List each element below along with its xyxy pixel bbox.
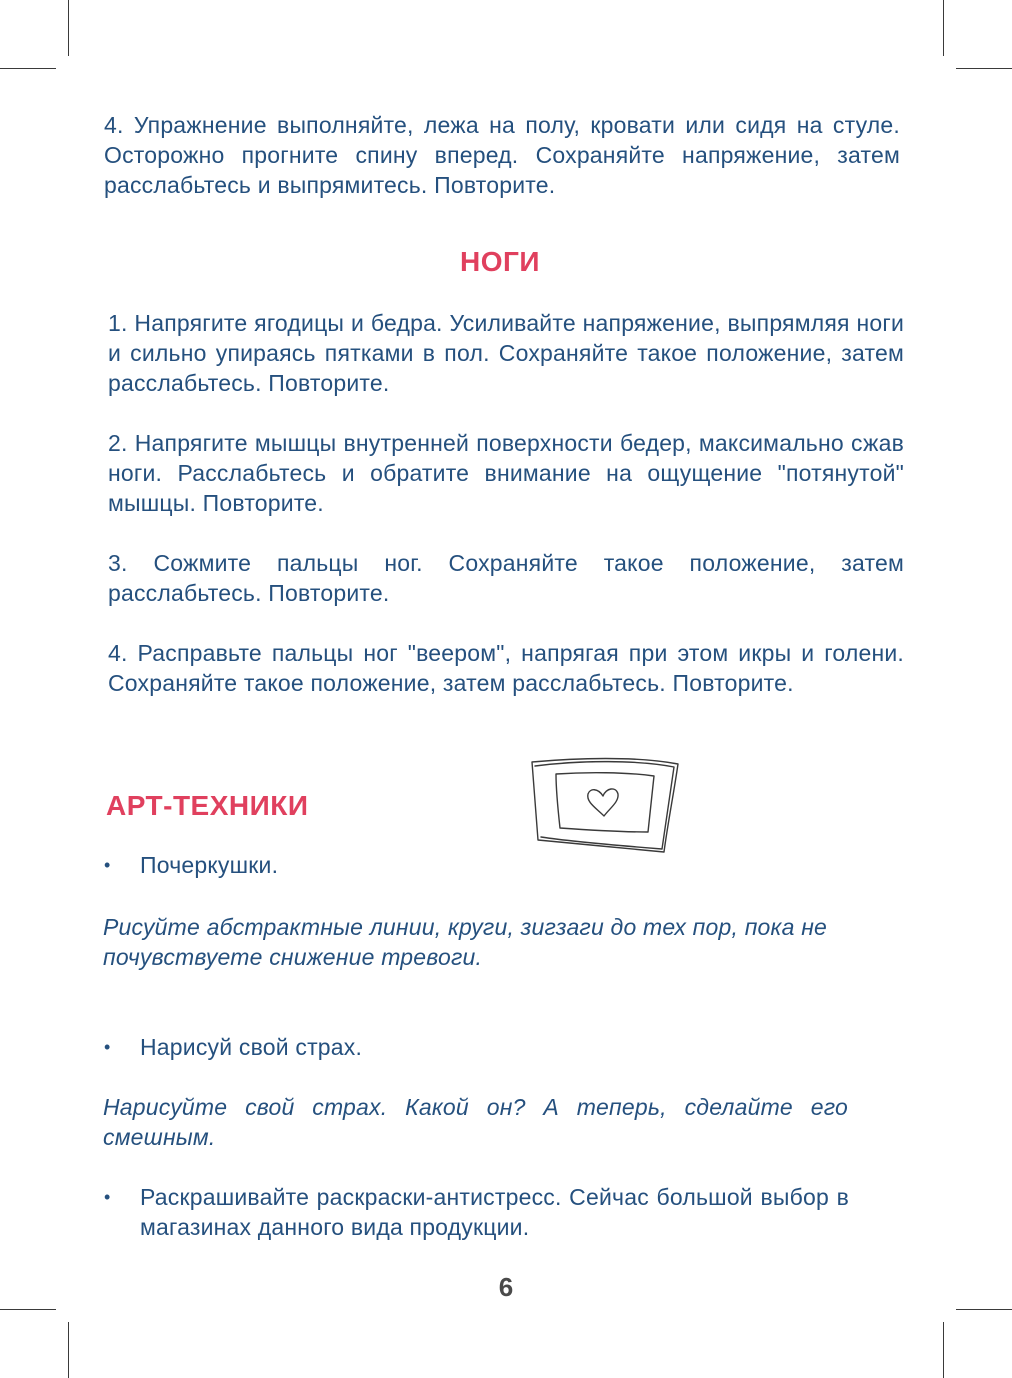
crop-mark-bottom-left-horizontal xyxy=(0,1309,56,1310)
art-technique-1 xyxy=(104,850,849,880)
crop-mark-bottom-left-vertical xyxy=(68,1322,69,1378)
art-heading: АРТ-ТЕХНИКИ xyxy=(106,790,309,821)
art-technique-3 xyxy=(104,1182,849,1242)
art-technique-3-title: Раскрашивайте раскраски-антистресс. Сейчас большой выбор в магазинах данного вида продукции. xyxy=(140,1184,849,1240)
crop-mark-bottom-right-vertical xyxy=(943,1322,944,1378)
art-technique-1-description: Рисуйте абстрактные линии, круги, зигзаги до тех пор, пока не почувствуете снижение тревоги. xyxy=(103,914,828,970)
legs-item-1: 1. Напрягите ягодицы и бедра. Усиливайте напряжение, выпрямляя ноги и сильно упираясь пятками в пол. Сохраняйте такое положение, затем расслабьтесь. Повторите. xyxy=(108,310,904,396)
bullet-dot-icon: • xyxy=(104,1037,111,1057)
crop-mark-top-left-vertical xyxy=(68,0,69,56)
bullet-dot-icon: • xyxy=(104,1187,111,1207)
legs-item-3: 3. Сожмите пальцы ног. Сохраняйте такое положение, затем расслабьтесь. Повторите. xyxy=(108,550,904,606)
art-technique-2-title: Нарисуй свой страх. xyxy=(140,1034,363,1060)
crop-mark-top-right-vertical xyxy=(943,0,944,56)
heart-frame-doodle-icon xyxy=(526,752,686,856)
legs-item-4: 4. Расправьте пальцы ног "веером", напрягая при этом икры и голени. Сохраняйте такое положение, затем расслабьтесь. Повторите. xyxy=(108,640,904,696)
crop-mark-top-left-horizontal xyxy=(0,68,56,69)
art-technique-2-description: Нарисуйте свой страх. Какой он? А теперь, сделайте его смешным. xyxy=(103,1094,848,1150)
crop-mark-bottom-right-horizontal xyxy=(956,1309,1012,1310)
bullet-dot-icon: • xyxy=(104,855,111,875)
intro-item-4: 4. Упражнение выполняйте, лежа на полу, кровати или сидя на стуле. Осторожно прогните спину вперед. Сохраняйте напряжение, затем расслабьтесь и выпрямитесь. Повторите. xyxy=(104,112,900,198)
art-technique-2 xyxy=(104,1032,849,1062)
legs-item-2: 2. Напрягите мышцы внутренней поверхности бедер, максимально сжав ноги. Расслабьтесь и обратите внимание на ощущение "потянутой" мышцы. Повторите. xyxy=(108,430,904,516)
art-technique-1-title: Почеркушки. xyxy=(140,852,279,878)
page-number: 6 xyxy=(498,1272,514,1302)
legs-heading: НОГИ xyxy=(460,246,540,277)
crop-mark-top-right-horizontal xyxy=(956,68,1012,69)
